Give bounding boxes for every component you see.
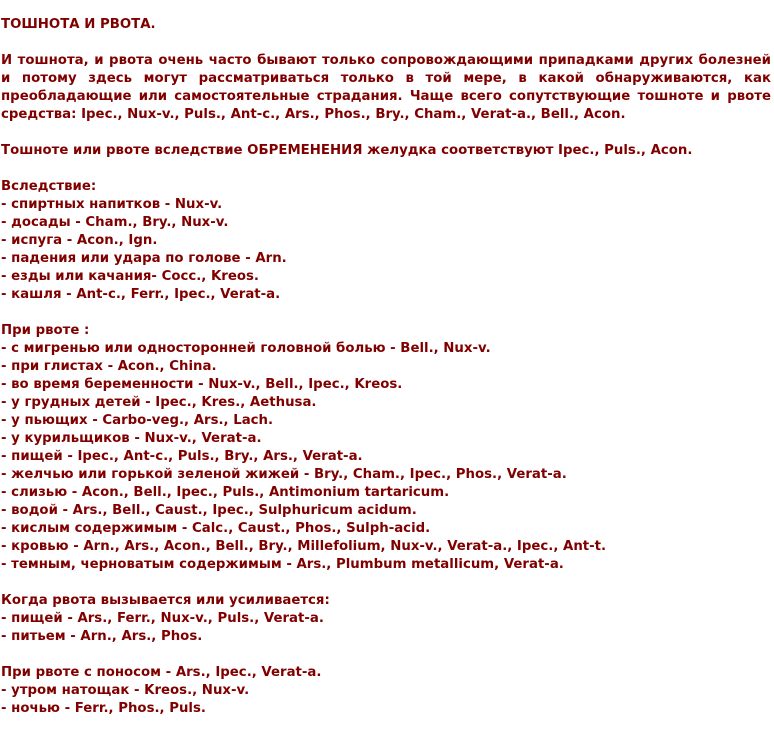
list-item: - досады - Cham., Bry., Nux-v. xyxy=(1,215,229,230)
intro-paragraph: И тошнота, и рвота очень часто бывают только сопровождающими припадками других болезней и потому здесь могут рассматриваться только в той мере, в какой обнаруживаются, как преобладающие или самостоятельные страдания. Чаще всего сопутствующие тошноте и рвоте средства: Ipec., Nux-v., Puls., Ant-c., Ars., Phos., Bry., Cham., Verat-a., Bell., Acon. xyxy=(1,53,771,122)
spacer xyxy=(1,124,771,142)
spacer xyxy=(1,34,771,52)
spacer xyxy=(1,160,771,178)
list-item: - у грудных детей - Ipec., Kres., Aethusa. xyxy=(1,395,317,410)
list-item: - у курильщиков - Nux-v., Verat-a. xyxy=(1,431,262,446)
section-vomit xyxy=(1,322,771,574)
list-item: - с мигренью или односторонней головной болью - Bell., Nux-v. xyxy=(1,341,491,356)
section-due xyxy=(1,178,771,304)
list-item: - при глистах - Acon., China. xyxy=(1,359,217,374)
section-when xyxy=(1,592,771,646)
list-item: - кислым содержимым - Calc., Caust., Phos., Sulph-acid. xyxy=(1,521,431,536)
section-diarrhea xyxy=(1,664,771,718)
list-item: - утром натощак - Kreos., Nux-v. xyxy=(1,683,250,698)
section-heading: При рвоте с поносом - Ars., Ipec., Verat-a. xyxy=(1,665,322,680)
list-item: - у пьющих - Carbo-veg., Ars., Lach. xyxy=(1,413,274,428)
spacer xyxy=(1,574,771,592)
list-item: - во время беременности - Nux-v., Bell., Ipec., Kreos. xyxy=(1,377,403,392)
list-item: - пищей - Ars., Ferr., Nux-v., Puls., Verat-a. xyxy=(1,611,324,626)
overload-paragraph: Тошноте или рвоте вследствие ОБРЕМЕНЕНИЯ желудка соответствуют Ipec., Puls., Acon. xyxy=(1,143,693,158)
document-body xyxy=(1,16,771,718)
document-title: ТОШНОТА И РВОТА. xyxy=(1,17,156,32)
list-item: - кровью - Arn., Ars., Acon., Bell., Bry., Millefolium, Nux-v., Verat-a., Ipec., Ant-t. xyxy=(1,539,607,554)
list-item: - спиртных напитков - Nux-v. xyxy=(1,197,223,212)
list-item: - водой - Ars., Bell., Caust., Ipec., Sulphuricum acidum. xyxy=(1,503,417,518)
spacer xyxy=(1,304,771,322)
list-item: - пищей - Ipec., Ant-c., Puls., Bry., Ars., Verat-a. xyxy=(1,449,363,464)
list-item: - питьем - Arn., Ars., Phos. xyxy=(1,629,203,644)
list-item: - езды или качания- Cocc., Kreos. xyxy=(1,269,259,284)
spacer xyxy=(1,646,771,664)
list-item: - темным, черноватым содержимым - Ars., Plumbum metallicum, Verat-a. xyxy=(1,557,564,572)
section-heading: Вследствие: xyxy=(1,179,97,194)
list-item: - падения или удара по голове - Arn. xyxy=(1,251,287,266)
section-heading: При рвоте : xyxy=(1,323,90,338)
list-item: - слизью - Acon., Bell., Ipec., Puls., Antimonium tartaricum. xyxy=(1,485,450,500)
list-item: - ночью - Ferr., Phos., Puls. xyxy=(1,701,206,716)
section-heading: Когда рвота вызывается или усиливается: xyxy=(1,593,330,608)
list-item: - испуга - Acon., Ign. xyxy=(1,233,158,248)
list-item: - желчью или горькой зеленой жижей - Bry., Cham., Ipec., Phos., Verat-a. xyxy=(1,467,567,482)
list-item: - кашля - Ant-c., Ferr., Ipec., Verat-a. xyxy=(1,287,281,302)
